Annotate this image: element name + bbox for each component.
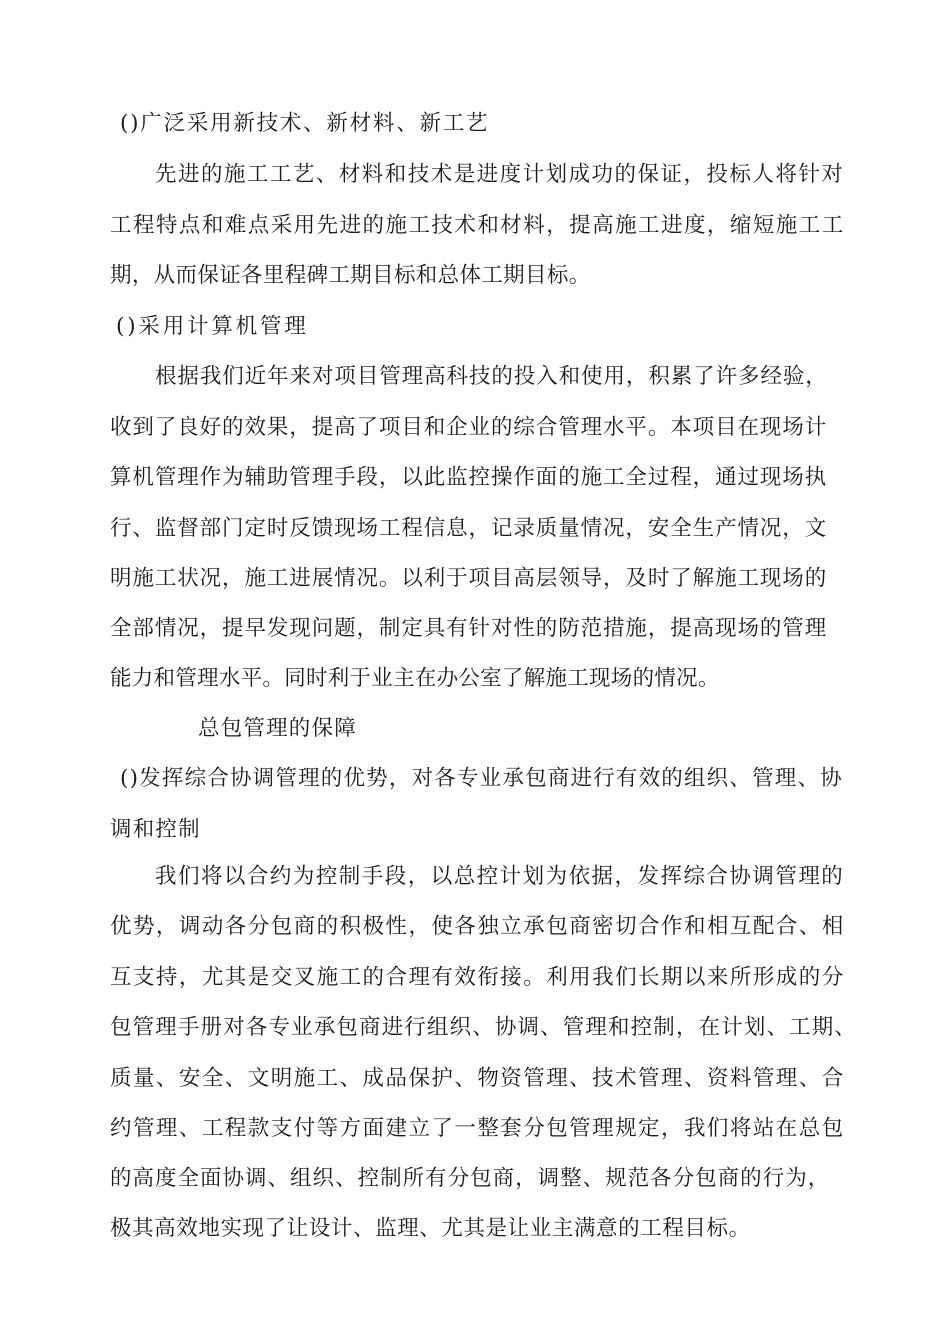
paragraph-line: 极其高效地实现了让设计、监理、尤其是让业主满意的工程目标。: [110, 1216, 751, 1241]
paragraph-line: 全部情况，提早发现问题，制定具有针对性的防范措施，提高现场的管理: [110, 616, 828, 641]
paragraph-line: 质量、安全、文明施工、成品保护、物资管理、技术管理、资料管理、合: [110, 1066, 845, 1091]
paragraph-line: 明施工状况，施工进展情况。以利于项目高层领导，及时了解施工现场的: [110, 566, 828, 591]
paragraph-line: 收到了良好的效果，提高了项目和企业的综合管理水平。本项目在现场计: [110, 415, 828, 440]
paragraph-line: 期，从而保证各里程碑工期目标和总体工期目标。: [110, 263, 591, 288]
heading-coordination-advantage: ()发挥综合协调管理的优势，对各专业承包商进行有效的组织、管理、协: [120, 766, 843, 791]
paragraph-line: 行、监督部门定时反馈现场工程信息，记录质量情况，安全生产情况，文: [110, 516, 828, 541]
paragraph-line: 包管理手册对各专业承包商进行组织、协调、管理和控制，在计划、工期、: [110, 1015, 858, 1040]
paragraph-line: 约管理、工程款支付等方面建立了一整套分包管理规定，我们将站在总包: [110, 1116, 845, 1141]
paragraph-line: 的高度全面协调、组织、控制所有分包商，调整、规范各分包商的行为，: [110, 1166, 831, 1191]
paragraph-line: 根据我们近年来对项目管理高科技的投入和使用，积累了许多经验，: [155, 364, 828, 389]
paragraph-line: 算机管理作为辅助管理手段，以此监控操作面的施工全过程，通过现场执: [110, 465, 828, 490]
paragraph-line: 互支持，尤其是交叉施工的合理有效衔接。利用我们长期以来所形成的分: [110, 965, 845, 990]
paragraph-line: 工程特点和难点采用先进的施工技术和材料，提高施工进度，缩短施工工: [110, 213, 845, 238]
paragraph-line: 能力和管理水平。同时利于业主在办公室了解施工现场的情况。: [110, 666, 720, 691]
heading-computer-management: ()采用计算机管理: [116, 314, 309, 339]
heading-coordination-advantage-cont: 调和控制: [110, 817, 201, 842]
paragraph-line: 我们将以合约为控制手段，以总控计划为依据，发挥综合协调管理的: [155, 864, 845, 889]
heading-new-technology: ()广泛采用新技术、新材料、新工艺: [120, 111, 490, 136]
paragraph-line: 优势，调动各分包商的积极性，使各独立承包商密切合作和相互配合、相: [110, 914, 845, 939]
paragraph-line: 先进的施工工艺、材料和技术是进度计划成功的保证，投标人将针对: [155, 162, 845, 187]
section-heading-contract-management: 总包管理的保障: [198, 716, 357, 741]
